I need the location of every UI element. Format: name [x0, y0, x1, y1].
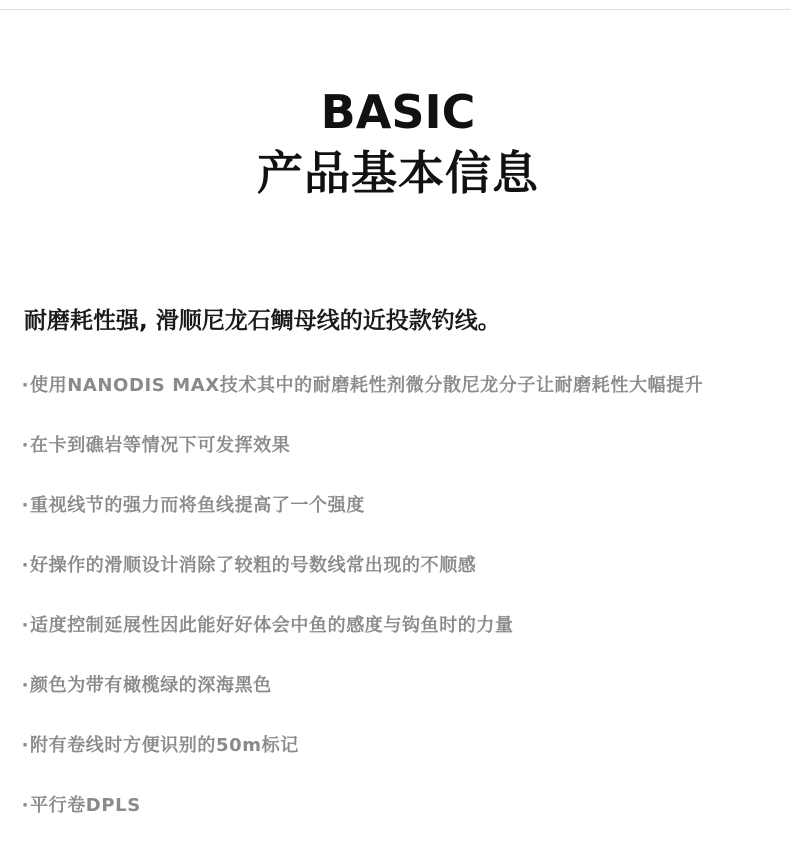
product-summary: 耐磨耗性强, 滑顺尼龙石鲷母线的近投款钓线。: [24, 308, 501, 334]
bullet-dot: ·: [21, 615, 29, 636]
bullet-dot: ·: [21, 375, 29, 396]
feature-text: 附有卷线时方便识别的50m标记: [30, 735, 299, 756]
feature-item: [20, 369, 790, 429]
feature-text: 使用NANODIS MAX技术其中的耐磨耗性剂微分散尼龙分子让耐磨耗性大幅提升: [30, 375, 704, 396]
section-title-en: BASIC: [320, 85, 476, 139]
feature-text: 在卡到礁岩等情况下可发挥效果: [30, 435, 291, 456]
bullet-dot: ·: [21, 795, 29, 816]
feature-item: [20, 489, 790, 549]
feature-item: [20, 669, 790, 729]
feature-list: [20, 369, 790, 849]
bullet-dot: ·: [21, 435, 29, 456]
feature-item: [20, 429, 790, 489]
feature-text: 重视线节的强力而将鱼线提高了一个强度: [30, 495, 365, 516]
feature-text: 平行卷DPLS: [30, 795, 141, 816]
feature-text: 颜色为带有橄榄绿的深海黑色: [30, 675, 272, 696]
bullet-dot: ·: [21, 675, 29, 696]
bullet-dot: ·: [21, 495, 29, 516]
feature-item: [20, 789, 790, 849]
feature-text: 好操作的滑顺设计消除了较粗的号数线常出现的不顺感: [30, 555, 477, 576]
feature-text: 适度控制延展性因此能好好体会中鱼的感度与钩鱼时的力量: [30, 615, 514, 636]
feature-item: [20, 549, 790, 609]
feature-item: [20, 729, 790, 789]
bullet-dot: ·: [21, 555, 29, 576]
top-divider: [0, 9, 790, 10]
section-title-zh: 产品基本信息: [257, 146, 539, 200]
feature-item: [20, 609, 790, 669]
bullet-dot: ·: [21, 735, 29, 756]
